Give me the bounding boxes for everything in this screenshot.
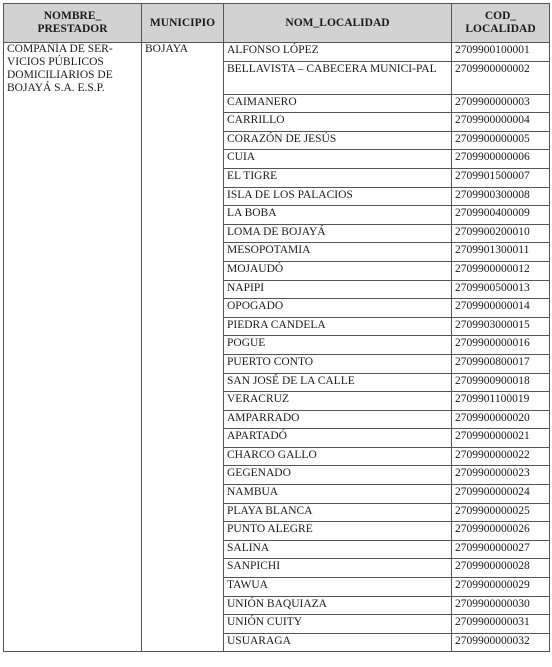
locality-cell: OPOGADO <box>224 299 452 318</box>
code-cell: 2709900000026 <box>452 522 550 541</box>
provider-text-line: VICIOS PÚBLICOS <box>7 56 104 68</box>
locality-cell: LOMA DE BOJAYÁ <box>224 224 452 243</box>
code-cell: 2709900000021 <box>452 429 550 448</box>
locality-cell: CHARCO GALLO <box>224 447 452 466</box>
locality-cell: NAMBUA <box>224 485 452 504</box>
locality-cell: CAIMANERO <box>224 94 452 113</box>
code-cell: 2709900400009 <box>452 206 550 225</box>
locality-cell: MOJAUDÓ <box>224 261 452 280</box>
locality-cell: UNIÓN CUITY <box>224 615 452 634</box>
provider-text-line: BOJAYÁ S.A. E.S.P. <box>7 82 105 94</box>
table-body <box>4 43 550 652</box>
locality-cell: APARTADÓ <box>224 429 452 448</box>
locality-cell: UNIÓN BAQUIAZA <box>224 596 452 615</box>
code-cell: 2709900000002 <box>452 61 550 94</box>
locality-cell: CORAZÓN DE JESÚS <box>224 131 452 150</box>
code-cell: 2709900900018 <box>452 373 550 392</box>
locality-cell: CUIA <box>224 150 452 169</box>
code-cell: 2709900000024 <box>452 485 550 504</box>
locality-cell: SANPICHI <box>224 559 452 578</box>
locality-cell: PUNTO ALEGRE <box>224 522 452 541</box>
municipality-cell: BOJAYA <box>142 43 224 652</box>
code-cell: 2709900000014 <box>452 299 550 318</box>
provider-text-line: COMPAÑÍA DE SER- <box>7 43 113 55</box>
code-cell: 2709900200010 <box>452 224 550 243</box>
code-cell: 2709901500007 <box>452 168 550 187</box>
code-cell: 2709900000027 <box>452 540 550 559</box>
code-cell: 2709900000006 <box>452 150 550 169</box>
locality-cell: AMPARRADO <box>224 410 452 429</box>
header-code <box>452 4 550 43</box>
code-cell: 2709900000016 <box>452 336 550 355</box>
header-provider <box>4 4 142 43</box>
header-code-line1: COD_ <box>484 10 517 22</box>
locality-cell: MESOPOTAMIA <box>224 243 452 262</box>
locality-cell: PUERTO CONTO <box>224 354 452 373</box>
code-cell: 2709900000031 <box>452 615 550 634</box>
code-cell: 2709900500013 <box>452 280 550 299</box>
locality-cell: VERACRUZ <box>224 392 452 411</box>
code-cell: 2709901100019 <box>452 392 550 411</box>
code-cell: 2709900000025 <box>452 503 550 522</box>
locality-cell: USUARAGA <box>224 633 452 652</box>
locality-cell: CARRILLO <box>224 113 452 132</box>
code-cell: 2709900000023 <box>452 466 550 485</box>
header-locality: NOM_LOCALIDAD <box>224 4 452 43</box>
code-cell: 2709900000004 <box>452 113 550 132</box>
table-header <box>4 4 550 43</box>
locality-cell: PIEDRA CANDELA <box>224 317 452 336</box>
locality-cell: LA BOBA <box>224 206 452 225</box>
locality-cell: POGUE <box>224 336 452 355</box>
locality-cell: ALFONSO LÓPEZ <box>224 43 452 62</box>
locality-cell: BELLAVISTA – CABECERA MUNICI-PAL <box>224 61 452 94</box>
code-cell: 2709903000015 <box>452 317 550 336</box>
locality-cell: GEGENADO <box>224 466 452 485</box>
table-row <box>4 43 550 62</box>
code-cell: 2709900300008 <box>452 187 550 206</box>
locality-cell: EL TIGRE <box>224 168 452 187</box>
code-cell: 2709901300011 <box>452 243 550 262</box>
header-code-line2: LOCALIDAD <box>465 23 536 35</box>
locality-cell: SALINA <box>224 540 452 559</box>
code-cell: 2709900100001 <box>452 43 550 62</box>
code-cell: 2709900000028 <box>452 559 550 578</box>
header-municipality: MUNICIPIO <box>142 4 224 43</box>
locality-cell: NAPIPI <box>224 280 452 299</box>
localities-table <box>3 3 550 652</box>
code-cell: 2709900000005 <box>452 131 550 150</box>
locality-cell: TAWUA <box>224 578 452 597</box>
code-cell: 2709900000029 <box>452 578 550 597</box>
code-cell: 2709900000003 <box>452 94 550 113</box>
locality-cell: SAN JOSÉ DE LA CALLE <box>224 373 452 392</box>
header-provider-line1: NOMBRE_ <box>43 10 102 22</box>
header-provider-line2: PRESTADOR <box>37 23 108 35</box>
locality-cell: PLAYA BLANCA <box>224 503 452 522</box>
code-cell: 2709900000032 <box>452 633 550 652</box>
provider-cell <box>4 43 142 652</box>
locality-cell: ISLA DE LOS PALACIOS <box>224 187 452 206</box>
header-row <box>4 4 550 43</box>
provider-text-line: DOMICILIARIOS DE <box>7 69 113 81</box>
code-cell: 2709900000012 <box>452 261 550 280</box>
code-cell: 2709900800017 <box>452 354 550 373</box>
code-cell: 2709900000030 <box>452 596 550 615</box>
code-cell: 2709900000022 <box>452 447 550 466</box>
code-cell: 2709900000020 <box>452 410 550 429</box>
